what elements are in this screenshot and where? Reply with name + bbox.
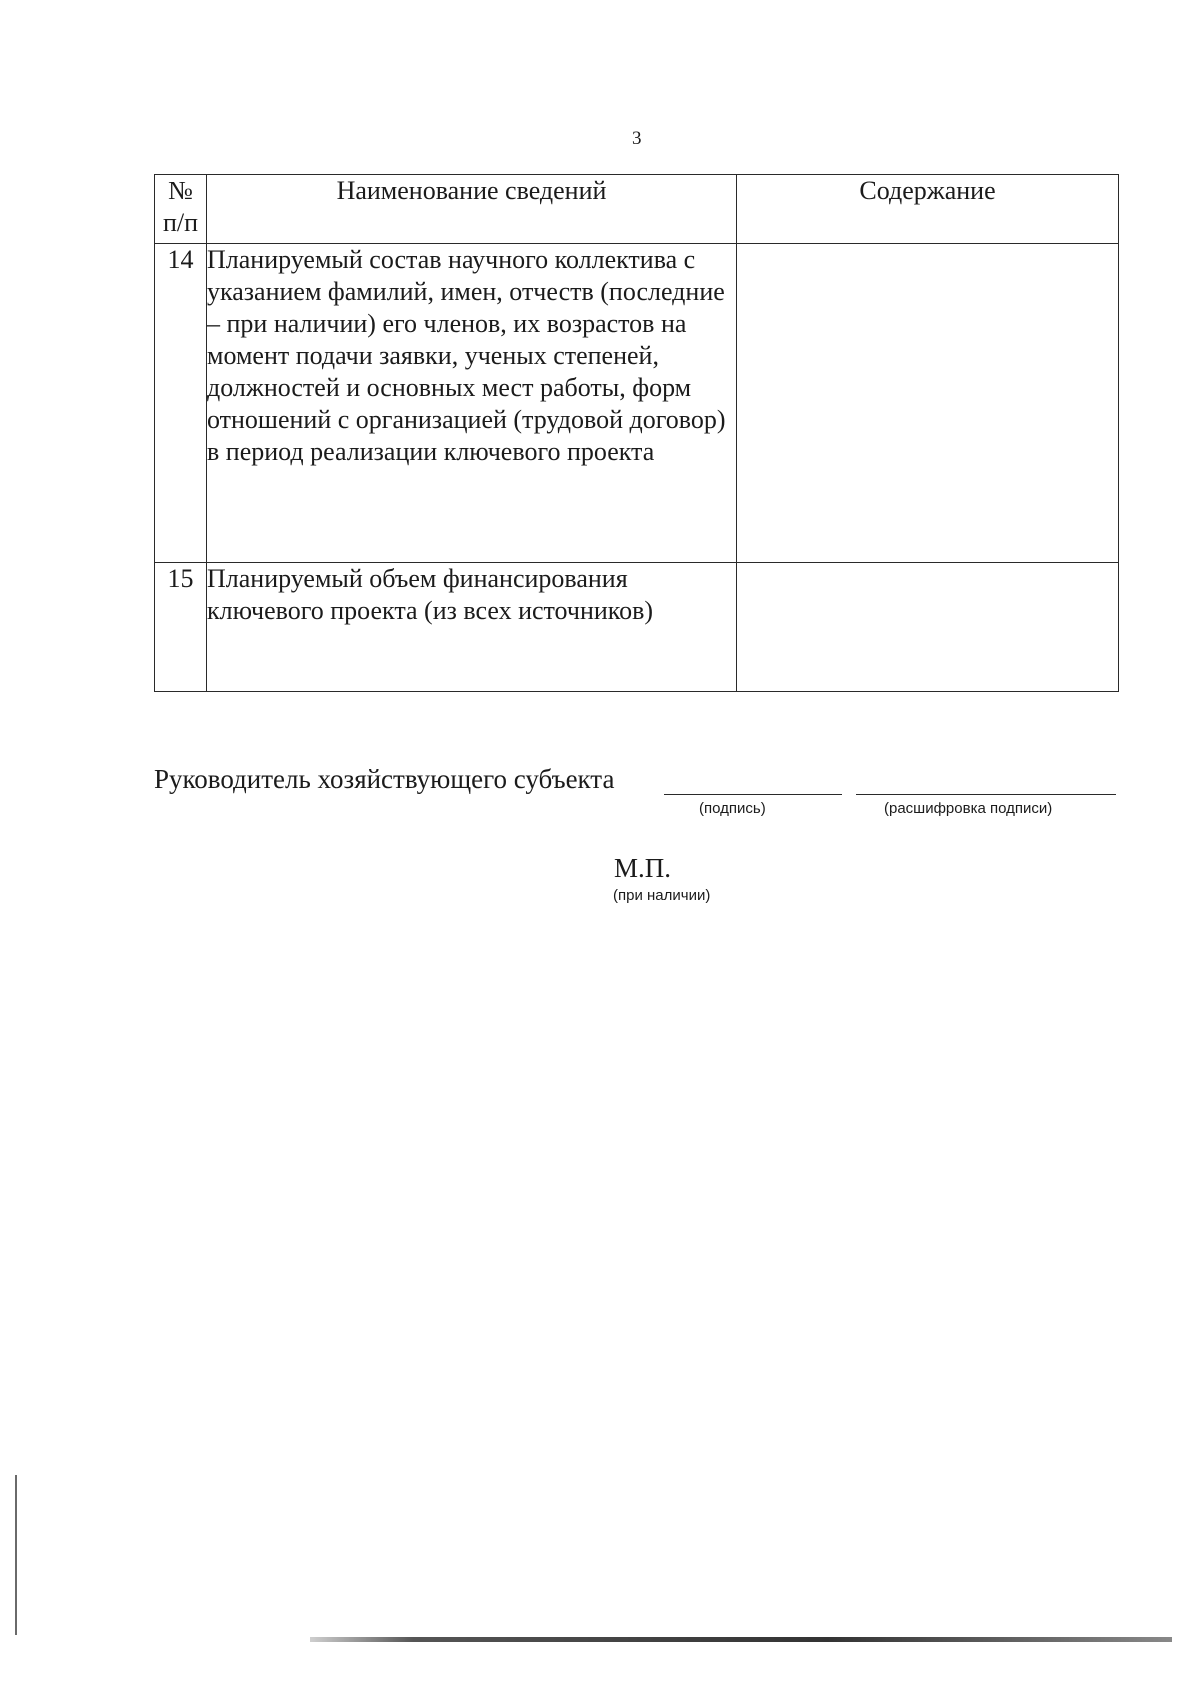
table-row xyxy=(155,563,1119,692)
signature-caption: (подпись) xyxy=(699,800,766,817)
signature-block xyxy=(154,764,1124,824)
signature-label: Руководитель хозяйствующего субъекта xyxy=(154,764,615,794)
info-table xyxy=(154,174,1119,692)
header-number xyxy=(155,175,207,244)
header-name: Наименование сведений xyxy=(207,175,737,244)
scan-edge-mark xyxy=(310,1637,1172,1642)
stamp-label: М.П. xyxy=(614,853,672,883)
row-number: 15 xyxy=(155,563,207,692)
scan-edge-mark xyxy=(15,1475,17,1635)
stamp-caption: (при наличии) xyxy=(613,887,711,904)
table-header-row xyxy=(155,175,1119,244)
signature-decryption-line xyxy=(856,794,1116,795)
signature-line xyxy=(664,794,842,795)
row-content xyxy=(737,563,1119,692)
row-number: 14 xyxy=(155,244,207,563)
row-name: Планируемый состав научного коллектива с указанием фамилий, имен, отчеств (последние – при наличии) его членов, их возрастов на момент подачи заявки, ученых степеней, должностей и основных мест работы, форм отношений с организацией (трудовой договор) в период реализации ключевого проекта xyxy=(207,244,737,563)
header-content: Содержание xyxy=(737,175,1119,244)
row-content xyxy=(737,244,1119,563)
signature-decryption-caption: (расшифровка подписи) xyxy=(884,800,1053,817)
row-name: Планируемый объем финансирования ключевого проекта (из всех источников) xyxy=(207,563,737,692)
page-number: 3 xyxy=(632,128,642,149)
table-row xyxy=(155,244,1119,563)
header-number-label: № п/п xyxy=(162,176,199,237)
